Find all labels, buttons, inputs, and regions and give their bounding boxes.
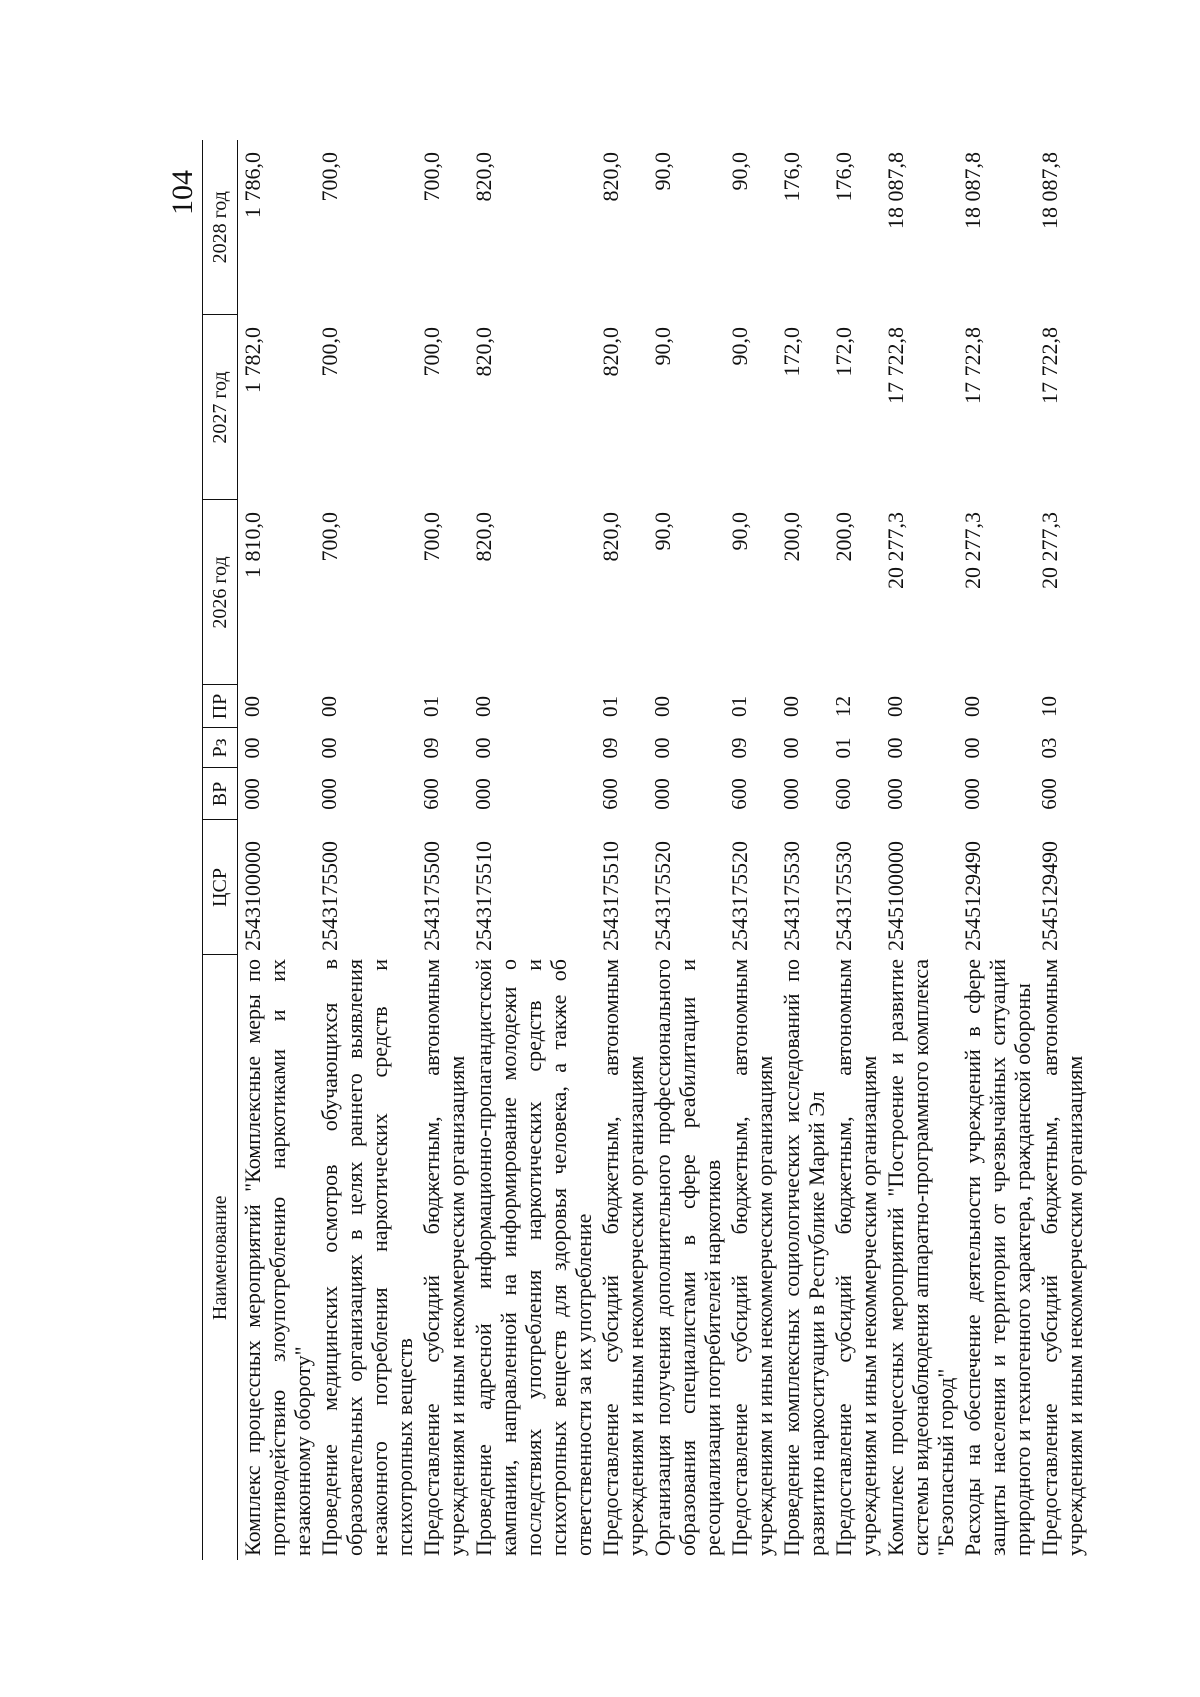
row-2026: 200,0 (831, 512, 856, 562)
row-pr: 00 (883, 696, 907, 717)
rotated-page (160, 140, 1120, 1560)
row-csr: 2545129490 (1037, 841, 1062, 951)
row-2026: 200,0 (779, 512, 804, 562)
row-rz: 09 (598, 737, 622, 759)
row-pr: 00 (960, 696, 984, 717)
row-rz: 00 (960, 737, 984, 759)
row-rz: 00 (650, 737, 674, 759)
row-pr: 01 (598, 696, 622, 717)
row-pr: 10 (1037, 696, 1061, 717)
row-rz: 00 (471, 737, 495, 759)
row-pr: 00 (779, 696, 803, 717)
header-vr: ВР (203, 768, 238, 820)
row-csr: 2543175500 (317, 841, 342, 951)
row-vr: 000 (317, 778, 341, 810)
row-rz: 09 (727, 737, 751, 759)
row-vr: 600 (419, 778, 443, 810)
row-rz: 00 (240, 737, 264, 759)
row-name: Комплекс процессных мероприятий "Построение и развитие системы видеонаблюдения аппаратно-программного комплекса "Безопасный город" (883, 959, 958, 1556)
row-vr: 000 (240, 778, 264, 810)
table-header-row (203, 140, 238, 1560)
row-csr: 2543100000 (240, 841, 265, 951)
row-2026: 700,0 (317, 512, 342, 562)
row-name: Комплекс процессных мероприятий "Комплексные меры по противодействию злоупотреблению наркотиками и их незаконному обороту" (240, 959, 315, 1556)
table-row (417, 140, 469, 1560)
row-vr: 000 (883, 778, 907, 810)
row-name: Предоставление субсидий бюджетным, автономным учреждениям и иным некоммерческим организациям (419, 959, 469, 1556)
row-csr: 2543175510 (598, 841, 623, 951)
row-vr: 600 (598, 778, 622, 810)
row-name: Предоставление субсидий бюджетным, автономным учреждениям и иным некоммерческим организациям (831, 959, 881, 1556)
row-2028: 700,0 (317, 152, 342, 202)
row-2027: 1 782,0 (240, 327, 265, 393)
row-csr: 2545129490 (960, 841, 985, 951)
row-2027: 90,0 (727, 327, 752, 366)
row-2026: 820,0 (471, 512, 496, 562)
row-2027: 172,0 (831, 327, 856, 377)
row-2028: 176,0 (779, 152, 804, 202)
row-csr: 2543175530 (831, 841, 856, 951)
header-pr: ПР (203, 685, 238, 728)
table-row (469, 140, 596, 1560)
row-vr: 600 (1037, 778, 1061, 810)
header-2026: 2026 год (203, 500, 238, 685)
row-2028: 700,0 (419, 152, 444, 202)
row-rz: 09 (419, 737, 443, 759)
header-2028: 2028 год (203, 140, 238, 315)
row-2028: 18 087,8 (960, 152, 985, 229)
row-pr: 01 (727, 696, 751, 717)
row-2027: 700,0 (317, 327, 342, 377)
header-2027: 2027 год (203, 315, 238, 500)
row-csr: 2543175530 (779, 841, 804, 951)
row-name: Организация получения дополнительного профессионального образования специалистами в сфере реабилитации и ресоциализации потребителей наркотиков (650, 959, 725, 1556)
row-rz: 00 (883, 737, 907, 759)
row-2028: 18 087,8 (883, 152, 908, 229)
row-name: Предоставление субсидий бюджетным, автономным учреждениям и иным некоммерческим организациям (598, 959, 648, 1556)
row-rz: 00 (779, 737, 803, 759)
table-row (315, 140, 417, 1560)
row-pr: 00 (317, 696, 341, 717)
row-2027: 17 722,8 (960, 327, 985, 404)
row-pr: 00 (650, 696, 674, 717)
table-row (881, 140, 958, 1560)
row-2028: 18 087,8 (1037, 152, 1062, 229)
row-2026: 700,0 (419, 512, 444, 562)
row-name: Расходы на обеспечение деятельности учреждений в сфере защиты населения и территории от чрезвычайных ситуаций природного и техногенного характера, гражданской обороны (960, 959, 1035, 1556)
row-2028: 176,0 (831, 152, 856, 202)
row-2028: 820,0 (598, 152, 623, 202)
header-name: Наименование (203, 955, 238, 1560)
row-2026: 1 810,0 (240, 512, 265, 578)
row-2027: 90,0 (650, 327, 675, 366)
row-2028: 820,0 (471, 152, 496, 202)
row-csr: 2543175500 (419, 841, 444, 951)
row-name: Предоставление субсидий бюджетным, автономным учреждениям и иным некоммерческим организациям (1037, 959, 1087, 1556)
row-2028: 90,0 (650, 152, 675, 191)
row-2027: 700,0 (419, 327, 444, 377)
table-row (829, 140, 881, 1560)
row-2028: 1 786,0 (240, 152, 265, 218)
row-2027: 172,0 (779, 327, 804, 377)
row-2028: 90,0 (727, 152, 752, 191)
header-rz: Рз (203, 728, 238, 768)
row-2026: 820,0 (598, 512, 623, 562)
row-csr: 2543175510 (471, 841, 496, 951)
row-2026: 20 277,3 (960, 512, 985, 589)
row-name: Проведение комплексных социологических исследований по развитию наркоситуации в Республике Марий Эл (779, 959, 829, 1556)
row-pr: 00 (471, 696, 495, 717)
row-2026: 20 277,3 (1037, 512, 1062, 589)
row-2027: 17 722,8 (1037, 327, 1062, 404)
row-pr: 12 (831, 696, 855, 717)
row-vr: 600 (831, 778, 855, 810)
row-2027: 17 722,8 (883, 327, 908, 404)
row-name: Проведение адресной информационно-пропагандистской кампании, направленной на информирование молодежи о последствиях употребления наркотических средств и психотропных веществ для здоровья человека, а также об ответственности за их употребление (471, 959, 596, 1556)
row-vr: 000 (471, 778, 495, 810)
row-name: Проведение медицинских осмотров обучающихся в образовательных организациях в целях раннего выявления незаконного потребления наркотических средств и психотропных веществ (317, 959, 417, 1556)
row-2026: 90,0 (727, 512, 752, 551)
row-rz: 00 (317, 737, 341, 759)
row-rz: 01 (831, 737, 855, 759)
page-number: 104 (166, 170, 199, 215)
row-2026: 90,0 (650, 512, 675, 551)
row-vr: 000 (779, 778, 803, 810)
row-2027: 820,0 (598, 327, 623, 377)
row-2027: 820,0 (471, 327, 496, 377)
row-2026: 20 277,3 (883, 512, 908, 589)
row-rz: 03 (1037, 737, 1061, 759)
row-pr: 01 (419, 696, 443, 717)
row-pr: 00 (240, 696, 264, 717)
table-row (958, 140, 1035, 1560)
header-csr: ЦСР (203, 820, 238, 955)
row-csr: 2545100000 (883, 841, 908, 951)
row-csr: 2543175520 (650, 841, 675, 951)
row-vr: 600 (727, 778, 751, 810)
table-row (725, 140, 777, 1560)
row-vr: 000 (650, 778, 674, 810)
table-row (648, 140, 725, 1560)
table-row (596, 140, 648, 1560)
table-row (777, 140, 829, 1560)
table-row (1035, 140, 1087, 1560)
row-csr: 2543175520 (727, 841, 752, 951)
row-name: Предоставление субсидий бюджетным, автономным учреждениям и иным некоммерческим организациям (727, 959, 777, 1556)
budget-table (202, 140, 1087, 1560)
table-row (238, 140, 316, 1560)
row-vr: 000 (960, 778, 984, 810)
